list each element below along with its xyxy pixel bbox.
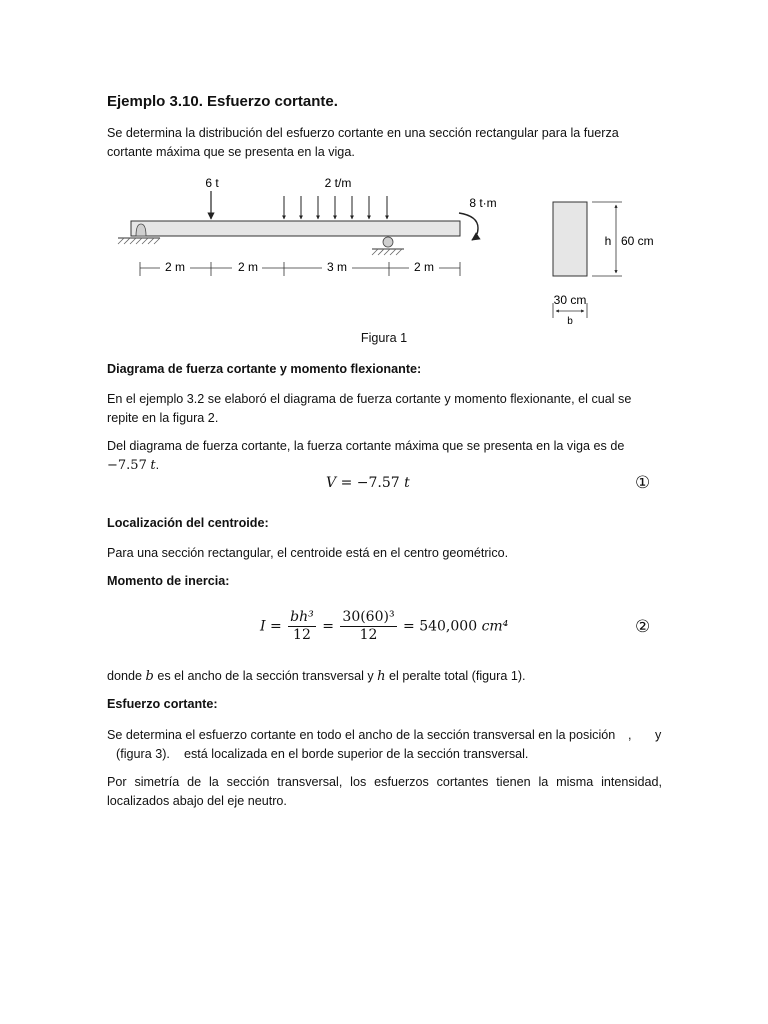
h-label: h xyxy=(604,234,612,248)
eq1-lhs: V xyxy=(326,475,337,491)
equation-1-number: ① xyxy=(635,473,651,493)
shear-p1-figref: (figura 3). xyxy=(116,747,170,761)
intro-paragraph: Se determina la distribución del esfuerzo cortante en una sección rectangular para la fuerza cortante máxima que se presenta en la viga. xyxy=(107,126,619,159)
eq2-frac2-num: 30(60)³ xyxy=(342,609,395,625)
page-title: Ejemplo 3.10. Esfuerzo cortante. xyxy=(107,93,338,110)
eq2-eq-2: = xyxy=(322,618,334,635)
moment-label: 8 t·m xyxy=(469,196,497,210)
shear-p1-comma: , xyxy=(628,728,632,742)
equation-1 xyxy=(326,475,410,491)
eq2-frac2-den: 12 xyxy=(359,627,378,643)
diagram-paragraph-2 xyxy=(107,437,662,475)
diagram-p2-unit: t xyxy=(150,458,156,473)
diagram-p2-value: −7.57 xyxy=(107,458,147,473)
eq2-frac1-num: bh³ xyxy=(290,609,314,625)
b-label: b xyxy=(567,316,573,327)
donde-text-d: el peralte total (figura 1). xyxy=(389,669,526,683)
heading-esfuerzo-cortante: Esfuerzo cortante: xyxy=(107,697,218,711)
diagram-p2-end: . xyxy=(155,458,160,472)
eq2-fraction-1 xyxy=(288,610,316,643)
distributed-load-label: 2 t/m xyxy=(324,176,352,190)
point-load-label: 6 t xyxy=(205,176,219,190)
centroid-paragraph: Para una sección rectangular, el centroide está en el centro geométrico. xyxy=(107,546,509,560)
shear-p1-y: y xyxy=(655,728,662,742)
shear-paragraph-1-line-1 xyxy=(107,726,615,745)
section-height-label: 60 cm xyxy=(621,234,654,248)
eq2-lhs: I xyxy=(260,618,266,635)
roller-support xyxy=(372,237,404,255)
heading-inercia: Momento de inercia: xyxy=(107,574,230,588)
figure-1 xyxy=(0,170,768,335)
dim-label-4: 2 m xyxy=(413,260,435,274)
eq1-rhs: = −7.57 xyxy=(340,475,400,491)
dim-label-2: 2 m xyxy=(237,260,259,274)
equation-2 xyxy=(260,610,508,643)
eq1-unit: t xyxy=(404,475,410,491)
donde-text-c: es el ancho de la sección transversal y xyxy=(157,669,374,683)
diagram-p2-text: Del diagrama de fuerza cortante, la fuerza cortante máxima que se presenta en la viga es de xyxy=(107,439,625,453)
shear-p1-text-a: Se determina el esfuerzo cortante en todo el ancho de la sección transversal en la posición xyxy=(107,728,616,742)
figure-caption: Figura 1 xyxy=(360,331,408,345)
equation-2-number: ② xyxy=(635,617,651,637)
heading-diagrama: Diagrama de fuerza cortante y momento flexionante: xyxy=(107,362,422,376)
eq2-unit: cm⁴ xyxy=(481,618,509,635)
dim-label-1: 2 m xyxy=(164,260,186,274)
donde-h-symbol: h xyxy=(377,669,386,684)
shear-paragraph-2: Por simetría de la sección transversal, los esfuerzos cortantes tienen la misma intensidad, localizados abajo del eje neutro. xyxy=(107,775,662,808)
eq2-result: = 540,000 xyxy=(403,618,478,635)
eq2-eq: = xyxy=(269,618,282,635)
cross-section xyxy=(553,202,587,276)
eq2-frac1-den: 12 xyxy=(293,627,311,643)
heading-centroide: Localización del centroide: xyxy=(107,516,269,530)
eq2-fraction-2 xyxy=(340,610,396,643)
donde-b-symbol: b xyxy=(145,669,154,684)
diagram-paragraph-1: En el ejemplo 3.2 se elaboró el diagrama de fuerza cortante y momento flexionante, el cual se repite en la figura 2. xyxy=(107,392,632,425)
donde-paragraph xyxy=(107,667,662,686)
dim-label-3: 3 m xyxy=(326,260,348,274)
donde-text-a: donde xyxy=(107,669,143,683)
section-width-label: 30 cm xyxy=(553,293,587,307)
moment-arrow xyxy=(459,213,478,240)
shear-p1-text-e: está localizada en el borde superior de la sección transversal. xyxy=(184,747,529,761)
beam xyxy=(131,221,460,236)
distributed-load-arrows xyxy=(284,196,387,219)
